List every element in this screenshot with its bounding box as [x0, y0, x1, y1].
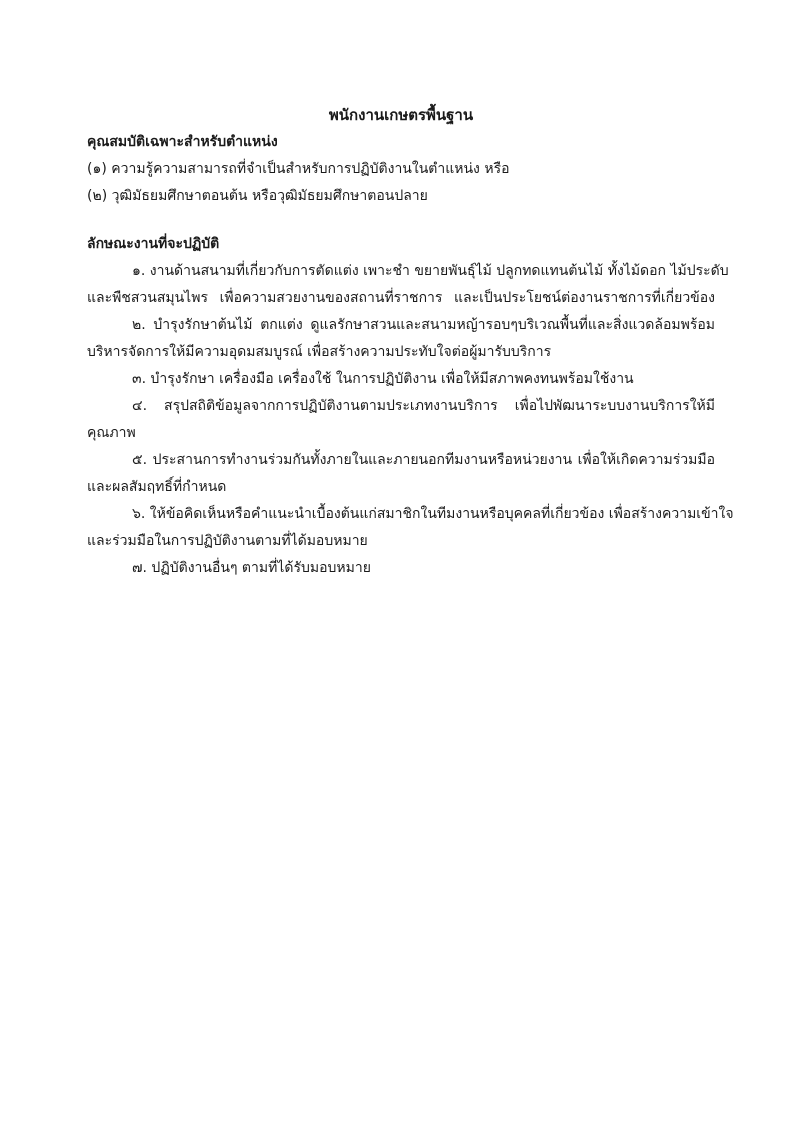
- duty-item-4-cont: คุณภาพ: [87, 425, 136, 441]
- document-title: พนักงานเกษตรพื้นฐาน: [328, 106, 474, 124]
- duty-item-5-cont: และผลสัมฤทธิ์ที่กำหนด: [87, 479, 227, 495]
- qualifications-heading: คุณสมบัติเฉพาะสำหรับตำแหน่ง: [87, 134, 278, 150]
- duty-item-7: ๗. ปฏิบัติงานอื่นๆ ตามที่ได้รับมอบหมาย: [132, 560, 371, 576]
- duty-item-2-cont: บริหารจัดการให้มีความอุดมสมบูรณ์ เพื่อสร้างความประทับใจต่อผู้มารับบริการ: [87, 344, 552, 360]
- duty-item-6: ๖. ให้ข้อคิดเห็นหรือคำแนะนำเบื้องต้นแก่สมาชิกในทีมงานหรือบุคคลที่เกี่ยวข้อง เพื่อสร้างความเข้าใจ: [132, 506, 734, 522]
- duties-heading: ลักษณะงานที่จะปฏิบัติ: [87, 236, 220, 252]
- duty-item-2: ๒. บำรุงรักษาต้นไม้ ตกแต่ง ดูแลรักษาสวนและสนามหญ้ารอบๆบริเวณพื้นที่และสิ่งแวดล้อมพร้อม: [132, 317, 715, 333]
- duty-item-3: ๓. บำรุงรักษา เครื่องมือ เครื่องใช้ ในการปฏิบัติงาน เพื่อให้มีสภาพคงทนพร้อมใช้งาน: [132, 371, 634, 387]
- duty-item-1: ๑. งานด้านสนามที่เกี่ยวกับการตัดแต่ง เพาะชำ ขยายพันธุ์ไม้ ปลูกทดแทนต้นไม้ ทั้งไม้ดอก ไม้ประดับ: [132, 263, 729, 279]
- qualification-item: (๑) ความรู้ความสามารถที่จำเป็นสำหรับการปฏิบัติงานในตำแหน่ง หรือ: [87, 161, 510, 177]
- duty-item-1-cont: และพืชสวนสมุนไพร เพื่อความสวยงานของสถานที่ราชการ และเป็นประโยชน์ต่องานราชการที่เกี่ยวข้อง: [87, 290, 715, 306]
- duty-item-4: ๔. สรุปสถิติข้อมูลจากการปฏิบัติงานตามประเภทงานบริการ เพื่อไปพัฒนาระบบงานบริการให้มี: [132, 398, 715, 414]
- duty-item-6-cont: และร่วมมือในการปฏิบัติงานตามที่ได้มอบหมาย: [87, 533, 368, 549]
- duty-item-5: ๕. ประสานการทำงานร่วมกันทั้งภายในและภายนอกทีมงานหรือหน่วยงาน เพื่อให้เกิดความร่วมมือ: [132, 452, 715, 468]
- qualification-item: (๒) วุฒิมัธยมศึกษาตอนต้น หรือวุฒิมัธยมศึกษาตอนปลาย: [87, 188, 428, 204]
- document-page: [87, 102, 734, 582]
